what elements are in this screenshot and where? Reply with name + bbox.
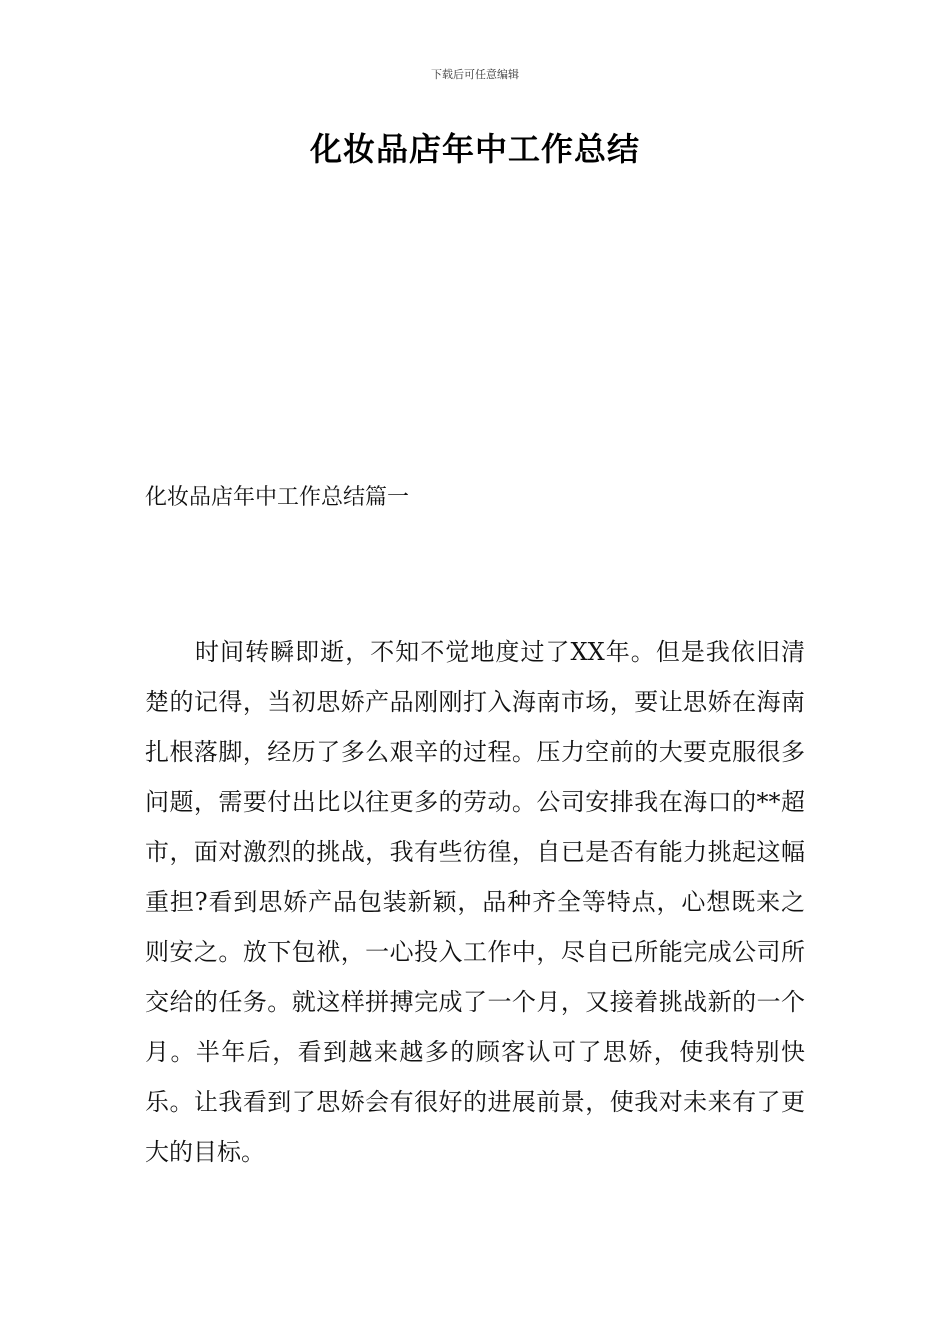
- body-paragraph: 时间转瞬即逝，不知不觉地度过了XX年。但是我依旧清楚的记得，当初思娇产品刚刚打入海南市场，要让思娇在海南扎根落脚，经历了多么艰辛的过程。压力空前的大要克服很多问题，需要付出比以往更多的劳动。公司安排我在海口的**超市，面对激烈的挑战，我有些彷徨，自已是否有能力挑起这幅重担?看到思娇产品包装新颖，品种齐全等特点，心想既来之则安之。放下包袱，一心投入工作中，尽自已所能完成公司所交给的任务。就这样拼搏完成了一个月，又接着挑战新的一个月。半年后，看到越来越多的顾客认可了思娇，使我特别快乐。让我看到了思娇会有很好的进展前景，使我对未来有了更大的目标。: [145, 638, 805, 1166]
- header-note: 下载后可任意编辑: [431, 68, 519, 81]
- section-heading: 化妆品店年中工作总结篇一: [145, 485, 410, 510]
- page-title: 化妆品店年中工作总结: [309, 130, 640, 168]
